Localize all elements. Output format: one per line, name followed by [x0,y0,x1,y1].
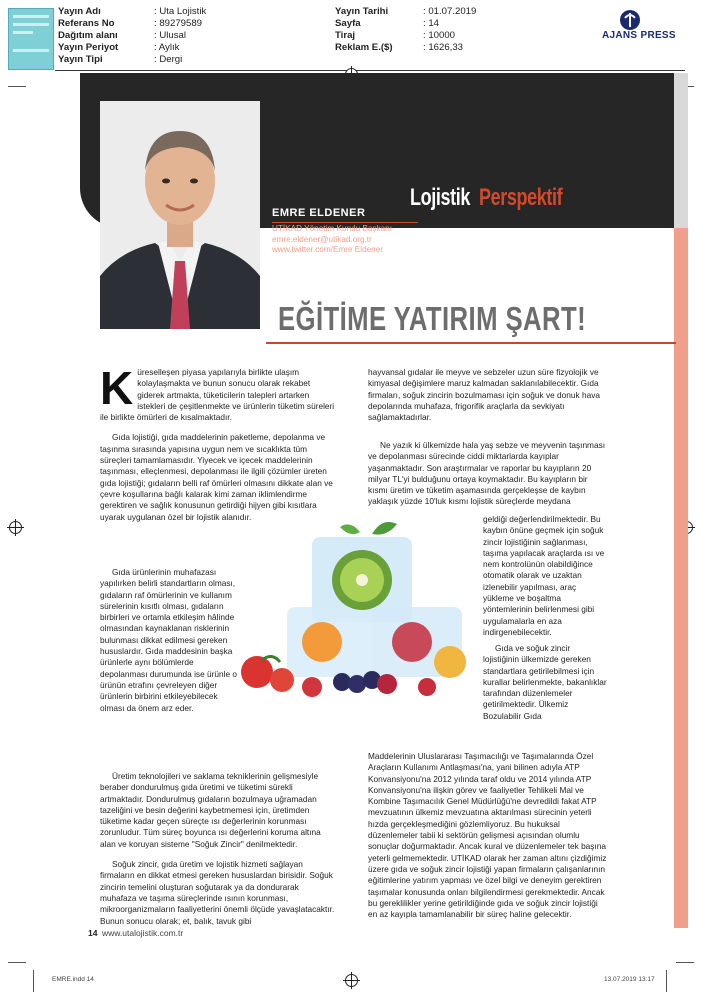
meta-key: Reklam E.($) [335,42,393,53]
meta-left [58,6,206,66]
meta-row [58,42,206,54]
meta-value: : 14 [423,18,440,29]
meta-row [58,54,206,66]
publication-thumbnail [8,8,54,70]
crop-mark [666,970,667,992]
paragraph: Gıda ürünlerinin muhafazası yapılırken belirli standartların olması, gıdaların raf ömürlerinin ve kullanım sürelerinin kısıtlı olması, gıdaların birbirleri ve ortamla etkileşim hâlinde olmasından kaynaklanan risklerinin bulunması dikkat edilmesi gereken hususlardır. Gıda maddesinin başka ürünlerle aynı bölümlerde depolanması durumunda ise ürünle o ürünün etrafını çevreleyen diğer ürünlerin birbirini etkileyebilecek olması da önem arz eder. [100,567,237,713]
meta-row [58,18,206,30]
author-name: EMRE ELDENER [272,207,366,219]
page-edge-strip [674,228,688,928]
meta-row [58,30,206,42]
paragraph: geldiği değerlendirilmektedir. Bu kaybın önüne geçmek için soğuk zincir lojistiğinin sağlanması, taşıma yapılacak araçlarda ısı ve nem kontrolünün olabildiğince otomatik olarak ve uzaktan izlenebilir yapılması, araç yükleme ve boşaltma yöntemlerinin belirlenmesi gibi uygulamalarla en aza indirgenebilecektir. [483,514,605,637]
meta-value: : Uta Lojistik [154,6,207,17]
meta-key: Yayın Periyot [58,42,119,53]
meta-value: : Ulusal [154,30,186,41]
meta-row [335,42,476,54]
agency-logo-icon [620,10,640,30]
author-twitter[interactable]: www.twitter.com/Emre Eldener [272,245,384,254]
meta-right [335,6,476,54]
left-column-narrow [100,567,240,723]
frozen-fruit-illustration [232,512,482,712]
meta-row [335,18,476,30]
column-brand-part1: Lojistik [410,184,471,211]
meta-key: Yayın Tipi [58,54,103,65]
paragraph: Soğuk zincir, gıda üretim ve lojistik hizmeti sağlayan firmaların en dikkat etmesi gereken hususlardan birisidir. Soğuk zincirin temelini oluşturan soğutarak ya da dondurarak muhafaza ve taşıma süreçlerinde ısının korunması, mikroorganizmaların faaliyetlerini önemli ölçüde yavaşlatacaktır. Bunun sonucu olarak; et, balık, tavuk gibi [100,859,335,926]
crop-mark [8,86,26,87]
meta-value: : 89279589 [154,18,203,29]
right-column [368,367,608,432]
banner-side-strip [674,73,688,228]
column-brand-part2: Perspektif [479,184,563,211]
drop-cap: K [100,362,134,414]
registration-mark-icon [9,521,22,534]
meta-key: Yayın Tarihi [335,6,389,17]
meta-value: : 1626,33 [423,42,464,53]
paragraph: Üretim teknolojileri ve saklama tekniklerinin gelişmesiyle beraber dondurulmuş gıda üretimi ve tüketimi sürekli artmaktadır. Dondurulmuş gıdaların bozulmaya uğramadan tazeliğini ve besin değerini kaybetmemesi için, üretimden tüketime kadar geçen süreçte ısı değerlerinin korunması zorunludur. Tüm süreç boyunca ısı değerlerini koruma altına alan ve koruyan sisteme "Soğuk Zincir" denilmektedir. [100,771,321,849]
author-photo [100,101,260,329]
paragraph: Maddelerinin Uluslararası Taşımacılığı ve Taşımalarında Özel Araçların Kullanımı Antlaşması'na, yani bilinen adıyla ATP Konvansiyonu'na 2012 yılında taraf oldu ve 2014 yılında ATP Konvansiyonu'na ilişkin görev ve faaliyetler Tehlikeli Mal ve Kombine Taşımacılık Genel Müdürlüğü'ne devredildi fakat ATP mevzuatının ülkemiz mevzuatına aktarılması sürecinin yeterli hızda gerçekleşmediğini gözlemliyoruz. Bu hukuksal düzenlemeler tabii ki sektörün gelişmesi açısından olumlu sonuçlar doğurmaktadır. Ancak kural ve düzenlemeler tek başına yeterli gelmemektedir. UTİKAD olarak her zaman altını çizdiğimiz üzere gıda ve soğuk zincir lojistiği yapan firmaların çalışanlarının eğitimlerine yatırım yapması ve özel bilgi ve deneyim gerektiren taşımalar konusunda onları bilgilendirmesi gerekmektedir. Ancak bu gereklilikler yerine getirildiğinde gıda ve soğuk zincir lojistiği en az kayıpla tamamlanabilir bir süreç haline gelecektir. [368,751,607,920]
agency-logo-text: AJANS PRESS [602,30,676,41]
right-column-wrap [483,514,608,639]
paragraph: Gıda ve soğuk zincir lojistiğinin ülkemizde gereken standartlara getirilebilmesi için kurallar belirlenmekte, bakanlıklar tarafından düzenlemeler getirilmektedir. Ülkemiz Bozulabilir Gıda [483,643,607,721]
author-title: UTİKAD Yönetim Kurulu Başkanı [272,224,392,233]
meta-key: Dağıtım alanı [58,30,118,41]
right-column-lower [368,751,608,921]
meta-value: : 10000 [423,30,456,41]
meta-key: Sayfa [335,18,361,29]
right-column-upper [368,440,608,514]
paragraph: Ne yazık ki ülkemizde hala yaş sebze ve meyvenin taşınması ve depolanması sürecinde ciddi miktarlarda kayıplar yaşanmaktadır. Son araştırmalar ve raporlar bu kayıpların 20 milyar TL'yi bulduğunu ortaya koymaktadır. Bu kayıpların bir kısmı üretim ve tüketim aşamasında gerçekleşse de kaybın yaklaşık yüzde 10'luk kısmı lojistik süreçlerde meydana [368,440,606,507]
right-column-wrap2 [483,643,608,751]
paragraph [100,362,336,423]
registration-mark-icon [345,974,358,987]
article-headline: EĞİTİME YATIRIM ŞART! [278,300,587,337]
meta-value: : Aylık [154,42,180,53]
meta-row [335,6,476,18]
meta-key: Tiraj [335,30,356,41]
page-number: 14 [88,928,98,938]
crop-mark [33,970,34,992]
meta-value: : Dergi [154,54,183,65]
crop-mark [8,962,26,963]
print-slug-left: EMRE.indd 14 [52,976,94,983]
print-slug-right: 13.07.2019 13:17 [604,976,655,983]
author-info [272,224,392,256]
footer-url[interactable]: www.utalojistik.com.tr [102,928,184,938]
meta-key: Referans No [58,18,115,29]
left-column-bottom [100,771,336,936]
author-divider [272,222,418,223]
crop-mark [676,962,694,963]
author-email[interactable]: emre.eldener@utikad.org.tr [272,234,372,244]
paragraph-text: üreselleşen piyasa yapılarıyla birlikte ulaşım kolaylaşmakta ve bunun sonucu olarak rekabet giderek artmakta, tüketicilerin talepleri artarken istekleri de çeşitlenmekte ve ürünlerin tüketim süreleri ile birlikte ömürleri de kısalmaktadır. [100,367,335,423]
meta-row [58,6,206,18]
header-divider [55,70,685,71]
paragraph: hayvansal gıdalar ile meyve ve sebzeler uzun süre fizyolojik ve kimyasal değişimlere maruz kalmadan saklanılabilecektir. Gıda firmaları, soğuk zincirin bozulmaması için soğuk ve donuk hava depolarında muhafaza, frigorifik araçlarla da sevkiyatı sağlamaktadırlar. [368,367,600,423]
paragraph: Gıda lojistiği, gıda maddelerinin paketleme, depolanma ve taşınma sırasında yapısına uygun nem ve sıcaklıkta tüm süreçleri tamamlamasıdır. Yiyecek ve içecek maddelerinin taşınması, elleçlenmesi, depolanması ile ilgili çözümler üreten gıda lojistiği; gıdaların belli raf ömürleri olmasını dikkate alan ve çevre koşullarına bağlı kalarak kimi zaman iklimlendirme gerektiren ve sağlık konusunun getirdiği hijyen gibi kısıtlara uyarak uygulanan özel bir lojistik alanıdır. [100,432,333,522]
headline-rule [266,342,676,344]
meta-key: Yayın Adı [58,6,101,17]
meta-value: : 01.07.2019 [423,6,477,17]
left-column [100,362,336,532]
meta-row [335,30,476,42]
